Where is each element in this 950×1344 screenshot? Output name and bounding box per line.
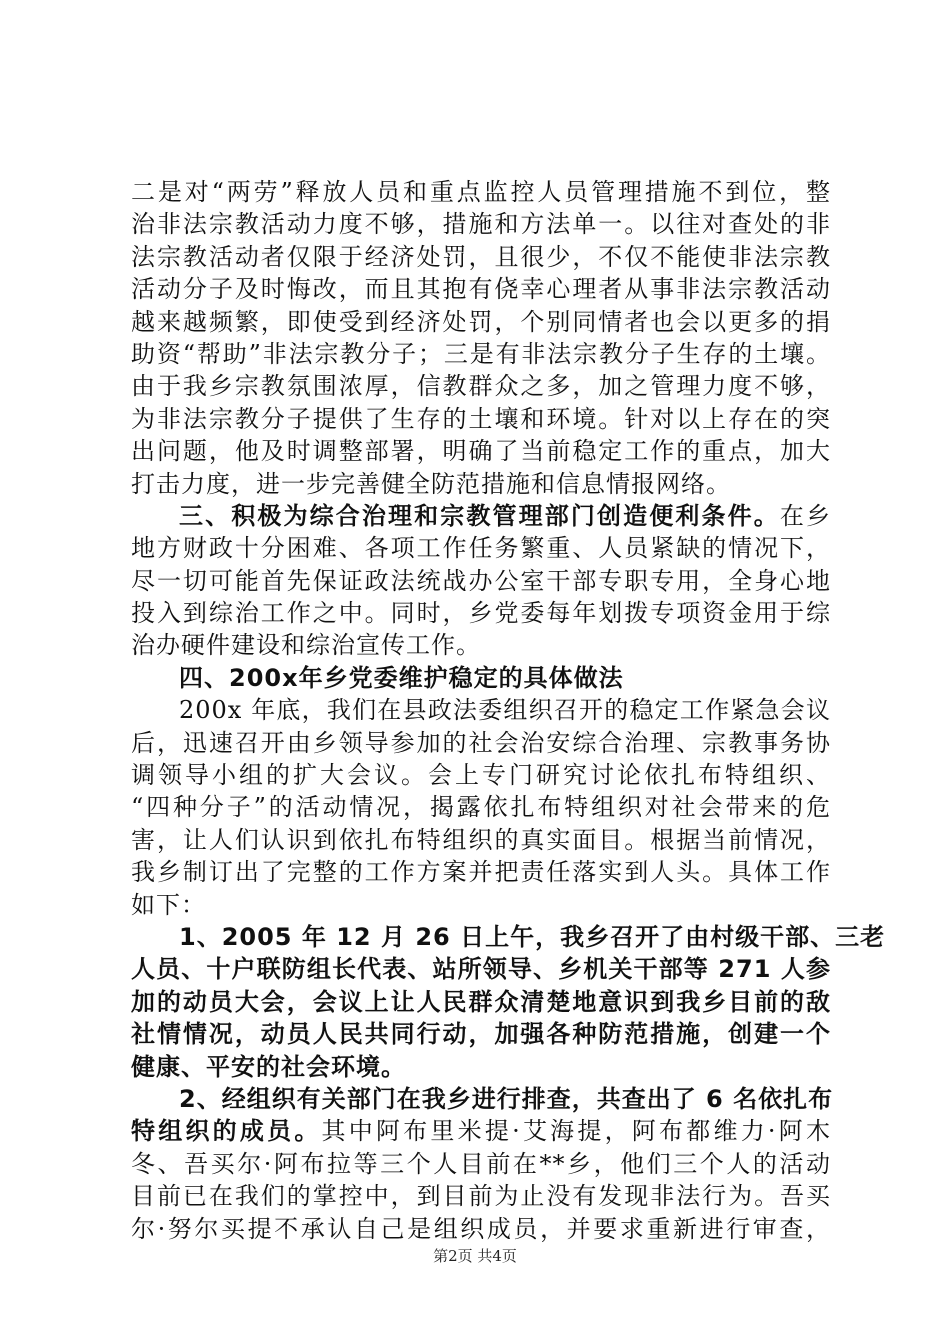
text-line: 二是对“两劳”释放人员和重点监控人员管理措施不到位，整: [131, 178, 831, 206]
text-line: 尔·努尔买提不承认自己是组织成员，并要求重新进行审查，: [131, 1214, 831, 1243]
section-4-heading: 四、200x年乡党委维护稳定的具体做法: [179, 663, 624, 692]
item-2-bold-fragment: 特组织的成员。: [131, 1117, 322, 1146]
text-line: 治办硬件建设和综治宣传工作。: [131, 631, 481, 660]
item-1-line: 人员、十户联防组长代表、站所领导、乡机关干部等 271 人参: [131, 955, 831, 984]
item-1-line: 健康、平安的社会环境。: [131, 1052, 406, 1081]
text-line: 害，让人们认识到依扎布特组织的真实面目。根据当前情况，: [131, 825, 831, 854]
text-line: “四种分子”的活动情况，揭露依扎布特组织对社会带来的危: [131, 793, 831, 822]
item-2-mixed-line: [131, 1115, 831, 1147]
text-line: 出问题，他及时调整部署，明确了当前稳定工作的重点，加大: [131, 437, 831, 466]
text-line: 由于我乡宗教氛围浓厚，信教群众之多，加之管理力度不够，: [131, 372, 831, 401]
document-body: [131, 176, 886, 1245]
item-1-line: 加的动员大会，会议上让人民群众清楚地意识到我乡目前的敌: [131, 987, 831, 1016]
text-line: 活动分子及时悔改，而且其抱有侥幸心理者从事非法宗教活动: [131, 275, 831, 304]
item-2-regular-fragment: 其中阿布里米提·艾海提，阿布都维力·阿木: [321, 1117, 831, 1146]
text-line: 为非法宗教分子提供了生存的土壤和环境。针对以上存在的突: [131, 404, 831, 433]
text-line: 越来越频繁，即使受到经济处罚，个别同情者也会以更多的捐: [131, 307, 831, 336]
text-line: 法宗教活动者仅限于经济处罚，且很少，不仅不能使非法宗教: [131, 242, 831, 271]
text-line: 治非法宗教活动力度不够，措施和方法单一。以往对查处的非: [131, 210, 831, 239]
section-3-lead: 在乡: [779, 501, 831, 530]
item-1-line: 社情情况，动员人民共同行动，加强各种防范措施，创建一个: [131, 1020, 831, 1049]
text-line: 冬、吾买尔·阿布拉等三个人目前在**乡，他们三个人的活动: [131, 1149, 831, 1178]
text-line: 我乡制订出了完整的工作方案并把责任落实到人头。具体工作: [131, 858, 831, 887]
text-line: 目前已在我们的掌控中，到目前为止没有发现非法行为。吾买: [131, 1182, 831, 1211]
text-line: 尽一切可能首先保证政法统战办公室干部专职专用，全身心地: [131, 566, 831, 595]
text-line: 如下：: [131, 890, 206, 919]
text-line: 助资“帮助”非法宗教分子；三是有非法宗教分子生存的土壤。: [131, 339, 831, 368]
text-line: 调领导小组的扩大会议。会上专门研究讨论依扎布特组织、: [131, 761, 831, 790]
item-2-line: 2、经组织有关部门在我乡进行排查，共查出了 6 名依扎布: [179, 1084, 834, 1113]
text-line: 地方财政十分困难、各项工作任务繁重、人员紧缺的情况下，: [131, 534, 831, 563]
page-footer: 第2页 共4页: [433, 1247, 517, 1265]
section-3-first-line: [131, 500, 831, 532]
item-1-line: 1、2005 年 12 月 26 日上午，我乡召开了由村级干部、三老: [179, 922, 886, 951]
text-line: 投入到综治工作之中。同时，乡党委每年划拨专项资金用于综: [131, 599, 831, 628]
text-line: 200x 年底，我们在县政法委组织召开的稳定工作紧急会议: [179, 696, 831, 725]
text-line: 后，迅速召开由乡领导参加的社会治安综合治理、宗教事务协: [131, 728, 831, 757]
text-line: 打击力度，进一步完善健全防范措施和信息情报网络。: [131, 469, 731, 498]
section-3-heading: 三、积极为综合治理和宗教管理部门创造便利条件。: [179, 501, 780, 530]
